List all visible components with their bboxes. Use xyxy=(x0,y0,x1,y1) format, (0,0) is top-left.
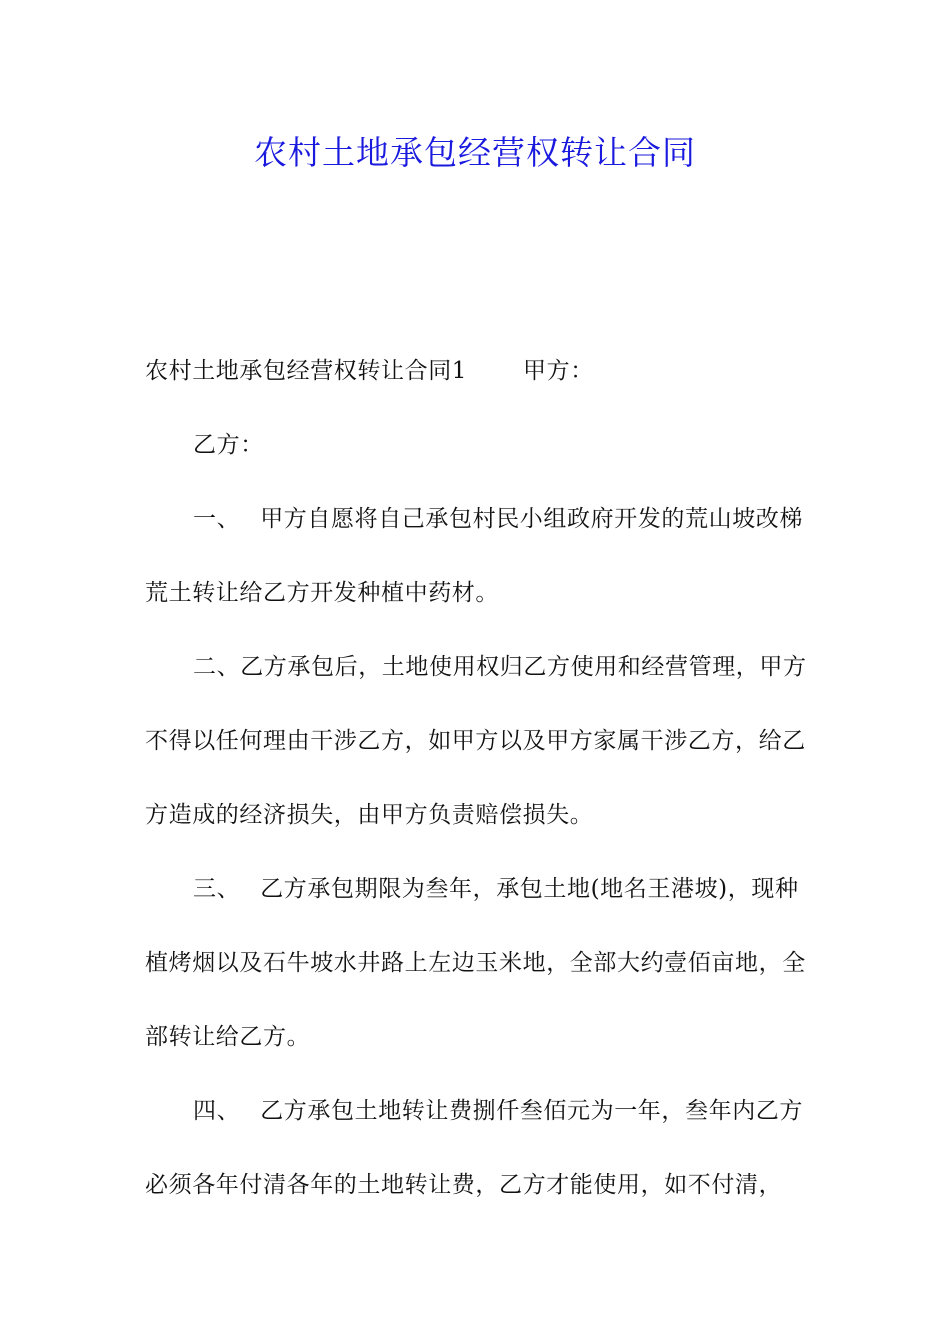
clause-number: 四、 xyxy=(193,1098,241,1124)
contract-name: 农村土地承包经营权转让合同1 xyxy=(145,358,468,384)
clause-3 xyxy=(145,852,810,1074)
document-title: 农村土地承包经营权转让合同 xyxy=(254,133,696,172)
clause-text: 乙方承包土地转让费捌仟叁佰元为一年，叁年内乙方必须各年付清各年的土地转让费，乙方才能使用，如不付清， xyxy=(145,1098,804,1198)
clause-2 xyxy=(145,630,810,852)
clause-number: 三、 xyxy=(193,876,241,902)
clause-text: 甲方自愿将自己承包村民小组政府开发的荒山坡改梯荒土转让给乙方开发种植中药材。 xyxy=(145,506,804,606)
clause-number: 二、 xyxy=(193,654,241,680)
party-a-label: 甲方： xyxy=(523,358,594,384)
clause-text: 乙方承包期限为叁年，承包土地(地名王港坡)，现种植烤烟以及石牛坡水井路上左边玉米地，全部大约壹佰亩地，全部转让给乙方。 xyxy=(145,876,806,1050)
document-body xyxy=(145,334,810,1222)
party-b-label: 乙方： xyxy=(193,432,264,458)
clause-text: 乙方承包后，土地使用权归乙方使用和经营管理，甲方不得以任何理由干涉乙方，如甲方以及甲方家属干涉乙方，给乙方造成的经济损失，由甲方负责赔偿损失。 xyxy=(145,654,807,828)
clause-number: 一、 xyxy=(193,506,241,532)
clause-1 xyxy=(145,482,810,630)
clause-4 xyxy=(145,1074,810,1222)
heading-line xyxy=(145,334,810,408)
